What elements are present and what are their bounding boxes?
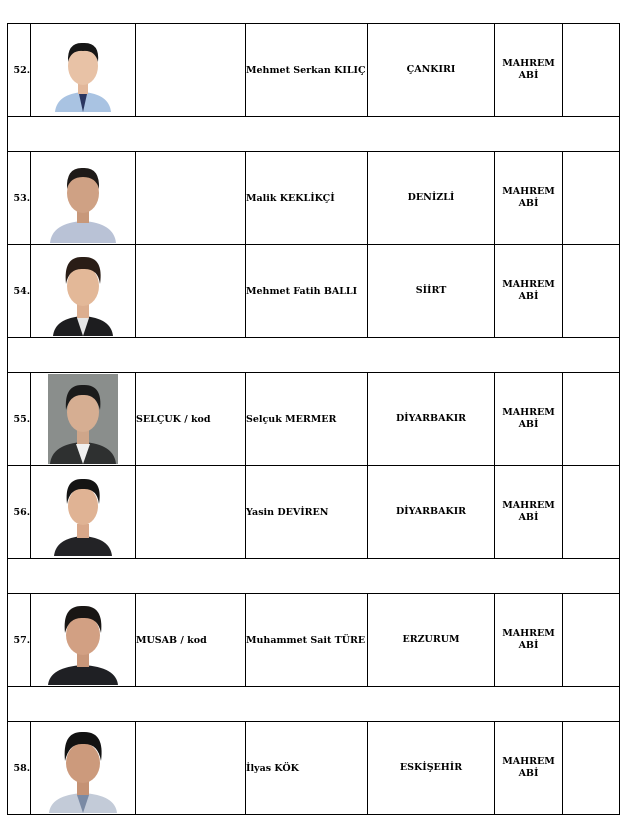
city: SİİRT [368, 245, 495, 338]
separator-row [8, 559, 620, 594]
title-line-1: MAHREM [502, 500, 555, 511]
title-line-1: MAHREM [502, 407, 555, 418]
city: DENİZLİ [368, 152, 495, 245]
title [495, 152, 563, 245]
table-row [8, 466, 620, 559]
table-row [8, 152, 620, 245]
title [495, 722, 563, 815]
title-line-2: ABİ [518, 512, 539, 523]
blank-cell [563, 466, 620, 559]
blank-cell [563, 373, 620, 466]
title-line-1: MAHREM [502, 186, 555, 197]
personnel-table [7, 23, 620, 815]
separator-row [8, 338, 620, 373]
table-row [8, 722, 620, 815]
separator-cell [8, 687, 620, 722]
row-number: 52. [8, 24, 31, 117]
blank-cell [563, 722, 620, 815]
title-line-2: ABİ [518, 419, 539, 430]
row-number: 53. [8, 152, 31, 245]
portrait-photo [31, 245, 136, 338]
separator-cell [8, 117, 620, 152]
title-line-2: ABİ [518, 291, 539, 302]
row-number: 56. [8, 466, 31, 559]
code-name: SELÇUK / kod [136, 373, 246, 466]
row-number: 58. [8, 722, 31, 815]
person-name: Yasin DEVİREN [246, 466, 368, 559]
person-name: Mehmet Fatih BALLI [246, 245, 368, 338]
person-name: Selçuk MERMER [246, 373, 368, 466]
city: ERZURUM [368, 594, 495, 687]
city: DİYARBAKIR [368, 466, 495, 559]
table-row [8, 594, 620, 687]
row-number: 55. [8, 373, 31, 466]
title [495, 373, 563, 466]
title [495, 245, 563, 338]
blank-cell [563, 24, 620, 117]
title-line-2: ABİ [518, 70, 539, 81]
portrait-photo [31, 722, 136, 815]
code-name [136, 245, 246, 338]
portrait-photo [31, 24, 136, 117]
title [495, 594, 563, 687]
code-name [136, 466, 246, 559]
table-row [8, 373, 620, 466]
code-name [136, 152, 246, 245]
separator-row [8, 687, 620, 722]
title-line-1: MAHREM [502, 58, 555, 69]
person-name: İlyas KÖK [246, 722, 368, 815]
portrait-photo [31, 594, 136, 687]
row-number: 54. [8, 245, 31, 338]
title [495, 24, 563, 117]
separator-cell [8, 559, 620, 594]
portrait-photo [31, 373, 136, 466]
portrait-photo [31, 152, 136, 245]
title-line-1: MAHREM [502, 756, 555, 767]
code-name [136, 722, 246, 815]
city: ÇANKIRI [368, 24, 495, 117]
title-line-2: ABİ [518, 198, 539, 209]
table-row [8, 245, 620, 338]
title-line-1: MAHREM [502, 279, 555, 290]
title-line-1: MAHREM [502, 628, 555, 639]
portrait-photo [31, 466, 136, 559]
title [495, 466, 563, 559]
person-name: Muhammet Sait TÜRE [246, 594, 368, 687]
title-line-2: ABİ [518, 640, 539, 651]
city: DİYARBAKIR [368, 373, 495, 466]
separator-row [8, 117, 620, 152]
person-name: Mehmet Serkan KILIÇ [246, 24, 368, 117]
title-line-2: ABİ [518, 768, 539, 779]
city: ESKİŞEHİR [368, 722, 495, 815]
table-row [8, 24, 620, 117]
row-number: 57. [8, 594, 31, 687]
code-name [136, 24, 246, 117]
separator-cell [8, 338, 620, 373]
blank-cell [563, 245, 620, 338]
blank-cell [563, 152, 620, 245]
code-name: MUSAB / kod [136, 594, 246, 687]
person-name: Malik KEKLİKÇİ [246, 152, 368, 245]
blank-cell [563, 594, 620, 687]
